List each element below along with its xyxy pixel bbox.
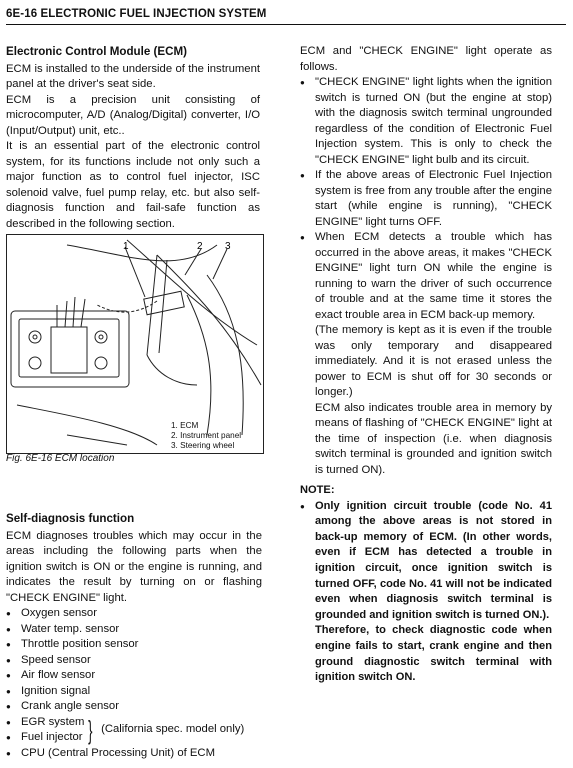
list-item: ● CPU (Central Processing Unit) of ECM — [6, 746, 262, 762]
note-section — [300, 483, 552, 686]
list-item: ● Only ignition circuit trouble (code No. 41 among the above areas is not stored in back-up memory of ECM. (In other words, even if ECM has detected a trouble in ignition circuit, once ignition switch is turned OFF, code No. 41 will not be indicated even when diagnosis switch terminal is grounded and ignition switch is turned ON.). — [300, 499, 552, 624]
page-header — [6, 4, 566, 25]
ecm-heading: Electronic Control Module (ECM) — [6, 45, 187, 58]
ecm-paragraph-3: It is an essential part of the electronic control system, for its functions include not only such a major function as to control fuel injector, ISC solenoid valve, fuel pump relay, etc. but also self-diagnosis function and fail-safe function as described in the following section. — [6, 140, 260, 230]
callout-2: 2 — [197, 241, 203, 252]
figure-legend — [171, 421, 241, 451]
header-title: 6E-16 ELECTRONIC FUEL INJECTION SYSTEM — [6, 8, 267, 20]
note-label: NOTE: — [300, 484, 335, 496]
california-note: (California spec. model only) — [101, 723, 245, 736]
self-diagnosis-intro: ECM diagnoses troubles which may occur in the areas including the following parts when the ignition switch is ON or the engine is running, and indicates the result by turning on or flashing "CHECK ENGINE" light. — [6, 529, 262, 604]
list-item: ● Oxygen sensor — [6, 606, 262, 622]
figure-caption: Fig. 6E-16 ECM location — [6, 453, 115, 464]
inspection-note: ECM also indicates trouble area in memory by means of flashing of "CHECK ENGINE" light at the time of inspection (i.e. when diagnosis switch terminal is grounded and ignition switch is turned ON). — [315, 401, 552, 476]
ecm-location-figure — [6, 234, 264, 454]
check-engine-list — [300, 75, 552, 323]
legend-item: 2. Instrument panel — [171, 431, 242, 440]
list-item: ● Throttle position sensor — [6, 637, 262, 653]
list-item: ● Speed sensor — [6, 653, 262, 669]
california-group — [6, 715, 262, 746]
list-item: ● Water temp. sensor — [6, 622, 262, 638]
list-item: ● "CHECK ENGINE" light lights when the ignition switch is turned ON (but the engine at stop) with the diagnosis switch terminal ungrounded regardless of the condition of Electronic Fuel Injection system. This is only to check the "CHECK ENGINE" light bulb and its circuit. — [300, 75, 552, 168]
memory-note: (The memory is kept as it is even if the trouble was only temporary and disappeared immediately. And it is not erased unless the power to ECM is shut off for 30 seconds or longer.) — [315, 324, 552, 398]
list-item: ● EGR system — [6, 715, 84, 731]
list-item: ● Crank angle sensor — [6, 699, 262, 715]
list-item: ● If the above areas of Electronic Fuel Injection system is free from any trouble after the engine start (while engine is running), "CHECK ENGINE" light turns OFF. — [300, 168, 552, 230]
note-list — [300, 499, 552, 624]
self-diagnosis-section — [6, 511, 262, 761]
self-diagnosis-heading: Self-diagnosis function — [6, 512, 135, 525]
check-engine-intro: ECM and "CHECK ENGINE" light operate as follows. — [300, 45, 552, 73]
list-item: ● When ECM detects a trouble which has occurred in the above areas, it makes "CHECK ENGINE" light turn ON while the engine is running to warn the driver of such occurrence of trouble and at the same time it stores the exact trouble area in ECM back-up memory. — [300, 230, 552, 323]
callout-3: 3 — [225, 241, 231, 252]
diagnosis-list — [6, 606, 262, 715]
ecm-section — [6, 44, 260, 232]
diagnosis-list-end — [6, 746, 262, 762]
ecm-paragraph-2: ECM is a precision unit consisting of microcomputer, A/D (Analog/Digital) converter, I/O (Input/Output) unit, etc.. — [6, 93, 260, 137]
list-item: ● Ignition signal — [6, 684, 262, 700]
check-engine-section — [300, 44, 552, 478]
legend-item: 1. ECM — [171, 421, 199, 430]
callout-1: 1 — [123, 241, 129, 252]
brace-icon: } — [88, 715, 93, 745]
list-item: ● Air flow sensor — [6, 668, 262, 684]
list-item: ● Fuel injector — [6, 730, 84, 746]
ecm-paragraph-1: ECM is installed to the underside of the instrument panel at the driver's seat side. — [6, 62, 260, 90]
legend-item: 3. Steering wheel — [171, 441, 235, 450]
california-items — [6, 715, 84, 746]
note-continuation: Therefore, to check diagnostic code when engine fails to start, crank engine and then ground diagnostic switch terminal with ignition switch ON. — [315, 624, 552, 684]
